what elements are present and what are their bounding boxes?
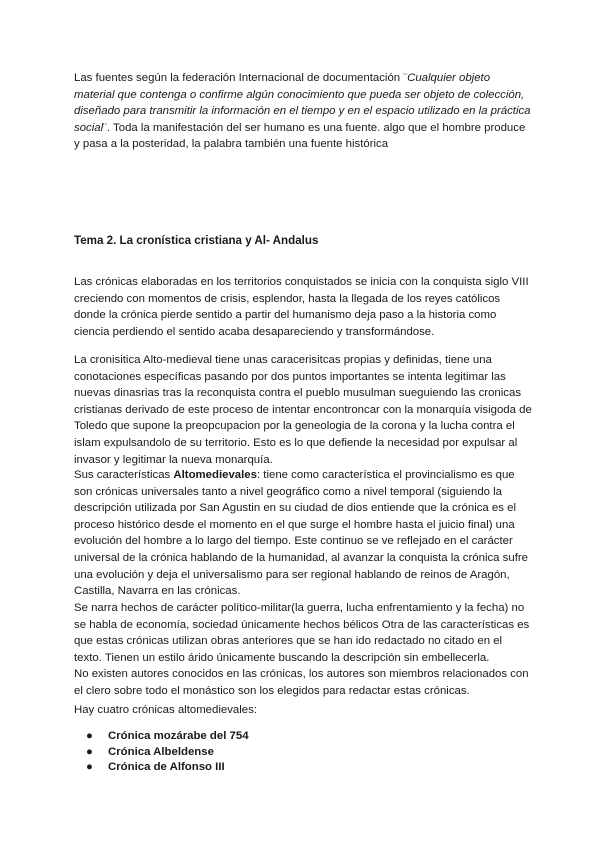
bullet-icon: ●: [86, 761, 93, 773]
hechos-text: Se narra hechos de carácter político-militar(la guerra, lucha enfrentamiento y la fecha) no se habla de economía, sociedad únicamente hechos bélicos Otra de las características es que estas crónicas utilizan obras anteriores que se han ido redactado no citado en el texto. Tienen un estilo árido únicamente buscando la descripción sin embellecerla.: [74, 602, 530, 664]
list-item: [86, 745, 249, 761]
caracteristicas-text-start: Sus características: [74, 469, 174, 481]
list-item-label: Crónica Albeldense: [108, 745, 214, 758]
section-heading: Tema 2. La cronística cristiana y Al- Andalus: [74, 234, 319, 247]
caracteristicas-bold-term: Altomedievales: [173, 469, 257, 481]
paragraph-cronistica-altomedieval: La cronisitica Alto-medieval tiene unas caracerisitcas propias y definidas, tiene una conotaciones específicas pasando por dos puntos importantes se intenta legitimar las nuevas dinasrias tras la reconquista contra el pueblo musulman sueguiendo las cronicas cristianas derivado de este proceso de intentar encontroncar con la monarquía visigoda de Toledo que supone la preopcupacion por la geneologia de la corona y la lucha contra el islam expulsandolo de su territorio. Esto es lo que defiende la necesidad por expulsar al invasor y legitimar la nueva monarquía.: [74, 354, 532, 466]
caracteristicas-text-end: : tiene como característica el provincialismo es que son crónicas universales tanto a nivel geográfico como a nivel temporal (siguiendo la descripción utilizada por San Agustin en su ciudad de dios entiende que la crónica es el proceso histórico desde el momento en el que surge el hombre hasta el juicio final) una evolución del hombre a lo largo del tiempo. Este continuo se ve reflejado en el carácter universal de la crónica hablando de la humanidad, al avanzar la conquista la crónica sufre una evolución y deja el universalismo para ser regional hablando de reinos de Aragón, Castilla, Navarra en las crónicas.: [74, 469, 529, 598]
paragraph-cuatro-cronicas: Hay cuatro crónicas altomedievales:: [74, 704, 257, 716]
list-item-label: Crónica de Alfonso III: [108, 761, 225, 773]
intro-paragraph: [74, 70, 532, 153]
list-item: [86, 760, 249, 776]
bullet-icon: ●: [86, 730, 93, 742]
cronicas-list: [86, 729, 249, 776]
definition-quote: Cualquier objeto material que contenga o confirme algún conocimiento que pueda ser objeto de colección, diseñado para transmitir la información en el tiempo y en el espacio utilizado en la práctica social: [74, 72, 531, 134]
autores-text: No existen autores conocidos en las crónicas, los autores son miembros relacionados con el clero sobre todo el monástico son los elegidos para redactar estas crónicas.: [74, 668, 529, 697]
intro-text-start: Las fuentes según la federación Internacional de documentación ¨: [74, 72, 408, 84]
paragraph-hechos: [74, 600, 532, 700]
paragraph-cronicas: Las crónicas elaboradas en los territorios conquistados se inicia con la conquista siglo VIII creciendo con momentos de crisis, esplendor, hasta la llegada de los reyes católicos donde la crónica pierde sentido a partir del humanismo deja paso a la historia como ciencia perdiendo el sentido acaba desapareciendo y transformándose.: [74, 276, 529, 338]
paragraph-caracteristicas: [74, 467, 532, 600]
list-item-label: Crónica mozárabe del 754: [108, 730, 249, 742]
list-item: [86, 729, 249, 745]
intro-text-end: ¨. Toda la manifestación del ser humano es una fuente. algo que el hombre produce y pasa a la posteridad, la palabra también una fuente histórica: [74, 121, 526, 151]
bullet-icon: ●: [86, 745, 93, 758]
